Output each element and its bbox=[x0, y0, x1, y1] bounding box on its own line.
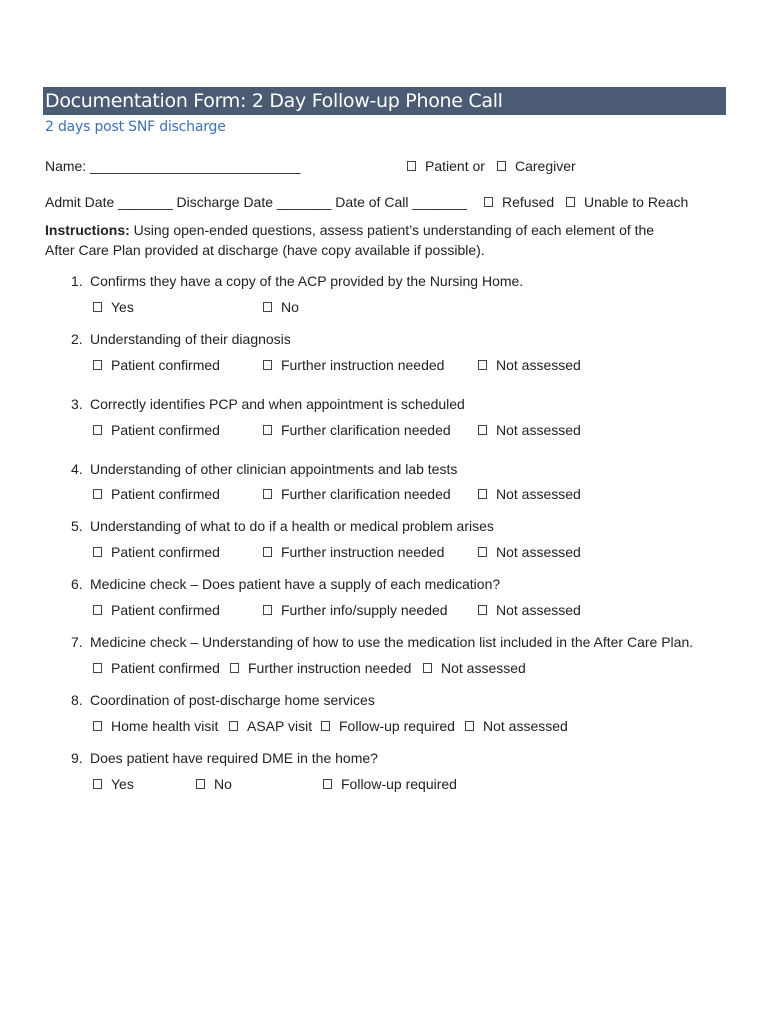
checkbox-icon bbox=[93, 302, 102, 312]
checkbox-icon bbox=[478, 489, 487, 499]
option-checkbox[interactable]: Patient confirmed bbox=[93, 486, 220, 502]
checkbox-icon bbox=[263, 425, 272, 435]
option-checkbox[interactable]: Further clarification needed bbox=[263, 422, 451, 438]
question-text: Coordination of post-discharge home services bbox=[90, 692, 375, 708]
option-checkbox[interactable]: Patient confirmed bbox=[93, 602, 220, 618]
instructions-line-1: Instructions: Using open-ended questions, assess patient’s understanding of each element of the bbox=[45, 222, 655, 238]
unable-to-reach-checkbox[interactable]: Unable to Reach bbox=[566, 194, 688, 210]
dates-fields[interactable]: Admit Date _______ Discharge Date _______ Date of Call _______ bbox=[45, 194, 467, 210]
option-checkbox[interactable]: Follow-up required bbox=[323, 776, 457, 792]
checkbox-icon bbox=[93, 779, 102, 789]
option-checkbox[interactable]: Not assessed bbox=[423, 660, 526, 676]
checkbox-icon bbox=[263, 489, 272, 499]
option-checkbox[interactable]: Not assessed bbox=[478, 486, 581, 502]
checkbox-icon bbox=[93, 489, 102, 499]
option-checkbox[interactable]: Further instruction needed bbox=[263, 357, 444, 373]
refused-checkbox[interactable]: Refused bbox=[484, 194, 554, 210]
form-subtitle: 2 days post SNF discharge bbox=[45, 119, 226, 135]
checkbox-icon bbox=[423, 663, 432, 673]
checkbox-icon bbox=[93, 547, 102, 557]
checkbox-icon bbox=[93, 360, 102, 370]
checkbox-icon bbox=[93, 663, 102, 673]
checkbox-icon bbox=[93, 425, 102, 435]
checkbox-icon bbox=[230, 663, 239, 673]
checkbox-icon bbox=[407, 161, 416, 171]
option-checkbox[interactable]: Patient confirmed bbox=[93, 422, 220, 438]
checkbox-icon bbox=[478, 425, 487, 435]
question-number: 6. bbox=[71, 576, 83, 592]
checkbox-icon bbox=[93, 605, 102, 615]
question-text: Medicine check – Understanding of how to use the medication list included in the After Care Plan. bbox=[90, 634, 694, 650]
option-checkbox[interactable]: Follow-up required bbox=[321, 718, 455, 734]
option-checkbox[interactable]: Further clarification needed bbox=[263, 486, 451, 502]
checkbox-icon bbox=[478, 547, 487, 557]
checkbox-icon bbox=[323, 779, 332, 789]
checkbox-icon bbox=[263, 547, 272, 557]
question-number: 7. bbox=[71, 634, 83, 650]
checkbox-icon bbox=[263, 302, 272, 312]
caregiver-checkbox[interactable]: Caregiver bbox=[497, 158, 576, 174]
checkbox-icon bbox=[263, 360, 272, 370]
question-number: 3. bbox=[71, 396, 83, 412]
option-checkbox[interactable]: Yes bbox=[93, 299, 134, 315]
option-checkbox[interactable]: Patient confirmed bbox=[93, 357, 220, 373]
option-checkbox[interactable]: Further instruction needed bbox=[230, 660, 411, 676]
question-number: 4. bbox=[71, 461, 83, 477]
question-number: 5. bbox=[71, 518, 83, 534]
question-text: Confirms they have a copy of the ACP provided by the Nursing Home. bbox=[90, 273, 524, 289]
option-checkbox[interactable]: Not assessed bbox=[478, 602, 581, 618]
option-checkbox[interactable]: Not assessed bbox=[465, 718, 568, 734]
option-checkbox[interactable]: Yes bbox=[93, 776, 134, 792]
question-text: Correctly identifies PCP and when appointment is scheduled bbox=[90, 396, 465, 412]
option-checkbox[interactable]: ASAP visit bbox=[229, 718, 312, 734]
question-number: 1. bbox=[71, 273, 83, 289]
question-text: Understanding of their diagnosis bbox=[90, 331, 291, 347]
instructions-label: Instructions: bbox=[45, 222, 130, 238]
question-number: 2. bbox=[71, 331, 83, 347]
instructions-line-2: After Care Plan provided at discharge (have copy available if possible). bbox=[45, 242, 485, 258]
checkbox-icon bbox=[497, 161, 506, 171]
checkbox-icon bbox=[566, 197, 575, 207]
question-text: Understanding of what to do if a health or medical problem arises bbox=[90, 518, 494, 534]
option-checkbox[interactable]: Patient confirmed bbox=[93, 660, 220, 676]
checkbox-icon bbox=[93, 721, 102, 731]
option-checkbox[interactable]: Not assessed bbox=[478, 544, 581, 560]
form-title: Documentation Form: 2 Day Follow-up Phone Call bbox=[43, 87, 726, 115]
patient-checkbox[interactable]: Patient or bbox=[407, 158, 485, 174]
checkbox-icon bbox=[263, 605, 272, 615]
question-number: 8. bbox=[71, 692, 83, 708]
name-field[interactable]: Name: ___________________________ bbox=[45, 158, 301, 174]
checkbox-icon bbox=[321, 721, 330, 731]
option-checkbox[interactable]: Further info/supply needed bbox=[263, 602, 448, 618]
checkbox-icon bbox=[229, 721, 238, 731]
question-text: Does patient have required DME in the home? bbox=[90, 750, 378, 766]
option-checkbox[interactable]: Home health visit bbox=[93, 718, 218, 734]
option-checkbox[interactable]: Further instruction needed bbox=[263, 544, 444, 560]
checkbox-icon bbox=[196, 779, 205, 789]
option-checkbox[interactable]: No bbox=[263, 299, 299, 315]
question-text: Medicine check – Does patient have a supply of each medication? bbox=[90, 576, 501, 592]
question-number: 9. bbox=[71, 750, 83, 766]
checkbox-icon bbox=[478, 360, 487, 370]
option-checkbox[interactable]: Not assessed bbox=[478, 422, 581, 438]
option-checkbox[interactable]: Patient confirmed bbox=[93, 544, 220, 560]
option-checkbox[interactable]: No bbox=[196, 776, 232, 792]
checkbox-icon bbox=[478, 605, 487, 615]
question-text: Understanding of other clinician appointments and lab tests bbox=[90, 461, 458, 477]
option-checkbox[interactable]: Not assessed bbox=[478, 357, 581, 373]
checkbox-icon bbox=[484, 197, 493, 207]
checkbox-icon bbox=[465, 721, 474, 731]
